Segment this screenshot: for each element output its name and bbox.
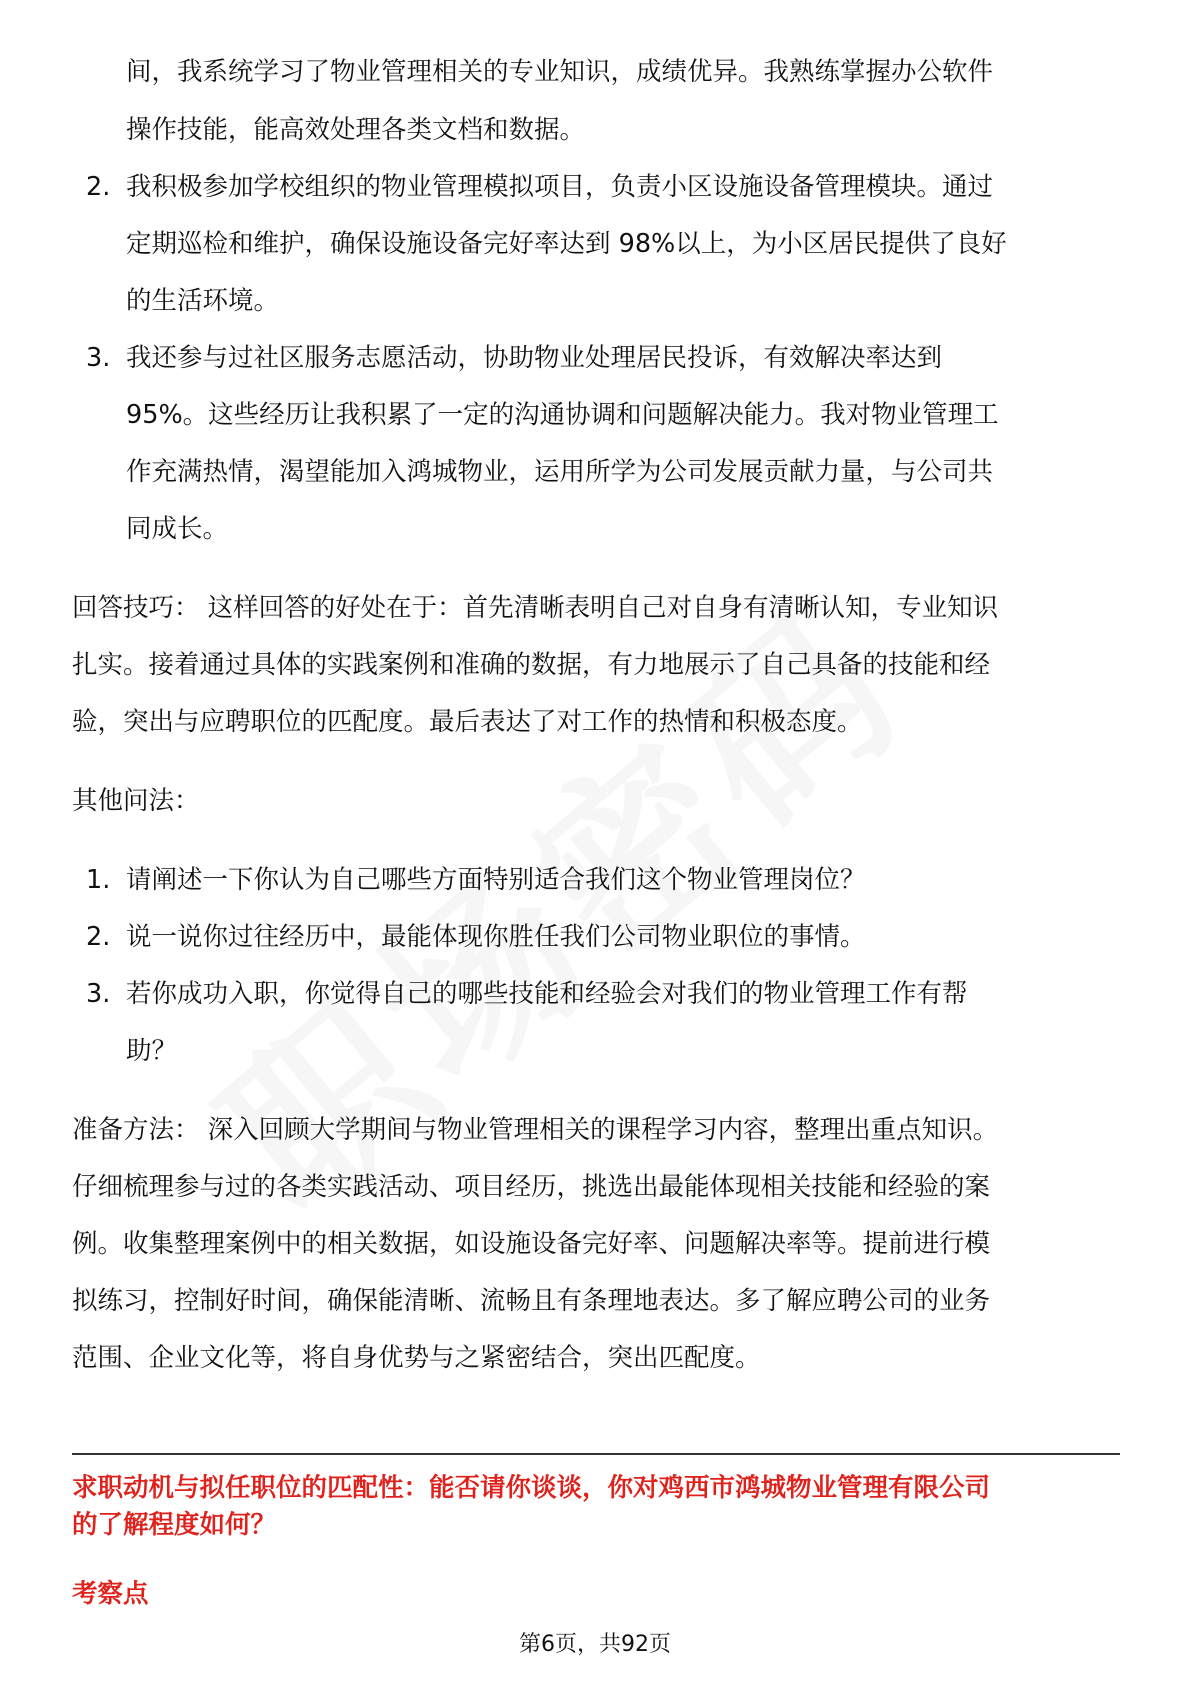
section-divider [72, 1453, 1120, 1455]
list-item [72, 330, 1120, 558]
line: 定期巡检和维护，确保设施设备完好率达到 98%以上，为小区居民提供了良好 [126, 229, 1007, 259]
line: 拟练习，控制好时间，确保能清晰、流畅且有条理地表达。多了解应聘公司的业务 [72, 1286, 991, 1316]
line: 同成长。 [126, 514, 229, 544]
page-number: 第6页，共92页 [519, 1632, 671, 1657]
answer-tips [72, 580, 1120, 751]
line: 的了解程度如何？ [72, 1510, 277, 1540]
list-number: 3. [86, 343, 111, 373]
list-item [72, 909, 1120, 966]
line: 请阐述一下你认为自己哪些方面特别适合我们这个物业管理岗位？ [126, 865, 866, 895]
line: 的生活环境。 [126, 286, 280, 316]
list-number: 3. [86, 979, 111, 1009]
list-number: 1. [86, 865, 111, 895]
other-questions-list [72, 852, 1120, 1080]
list-item [72, 44, 1120, 159]
line: 回答技巧： 这样回答的好处在于：首先清晰表明自己对自身有清晰认知，专业知识 [72, 593, 999, 623]
list-number: 2. [86, 172, 111, 202]
answer-continued [72, 44, 1120, 159]
line: 求职动机与拟任职位的匹配性：能否请你谈谈，你对鸡西市鸿城物业管理有限公司 [72, 1473, 991, 1503]
line: 我积极参加学校组织的物业管理模拟项目，负责小区设施设备管理模块。通过 [126, 172, 994, 202]
line: 间，我系统学习了物业管理相关的专业知识，成绩优异。我熟练掌握办公软件 [126, 57, 994, 87]
line: 范围、企业文化等，将自身优势与之紧密结合，突出匹配度。 [72, 1343, 761, 1373]
page-content [72, 44, 1120, 1387]
list-item [72, 852, 1120, 909]
list-item [72, 159, 1120, 330]
assessment-points-heading: 考察点 [72, 1579, 149, 1609]
list-item [72, 966, 1120, 1080]
line: 说一说你过往经历中，最能体现你胜任我们公司物业职位的事情。 [126, 922, 866, 952]
line: 扎实。接着通过具体的实践案例和准确的数据，有力地展示了自己具备的技能和经 [72, 650, 991, 680]
preparation-method [72, 1102, 1120, 1387]
line: 助？ [126, 1036, 178, 1066]
line: 我还参与过社区服务志愿活动，协助物业处理居民投诉，有效解决率达到 [126, 343, 943, 373]
line: 准备方法： 深入回顾大学期间与物业管理相关的课程学习内容，整理出重点知识。 [72, 1115, 999, 1145]
line: 验，突出与应聘职位的匹配度。最后表达了对工作的热情和积极态度。 [72, 707, 863, 737]
other-questions-heading: 其他问法： [72, 786, 200, 816]
answer-list [72, 159, 1120, 558]
line: 作充满热情，渴望能加入鸿城物业，运用所学为公司发展贡献力量，与公司共 [126, 457, 994, 487]
next-question-heading [72, 1470, 1120, 1544]
line: 例。收集整理案例中的相关数据，如设施设备完好率、问题解决率等。提前进行模 [72, 1229, 991, 1259]
line: 若你成功入职，你觉得自己的哪些技能和经验会对我们的物业管理工作有帮 [126, 979, 968, 1009]
line: 操作技能，能高效处理各类文档和数据。 [126, 114, 586, 145]
line: 95%。这些经历让我积累了一定的沟通协调和问题解决能力。我对物业管理工 [126, 400, 999, 430]
list-number: 2. [86, 922, 111, 952]
line: 仔细梳理参与过的各类实践活动、项目经历，挑选出最能体现相关技能和经验的案 [72, 1172, 991, 1202]
